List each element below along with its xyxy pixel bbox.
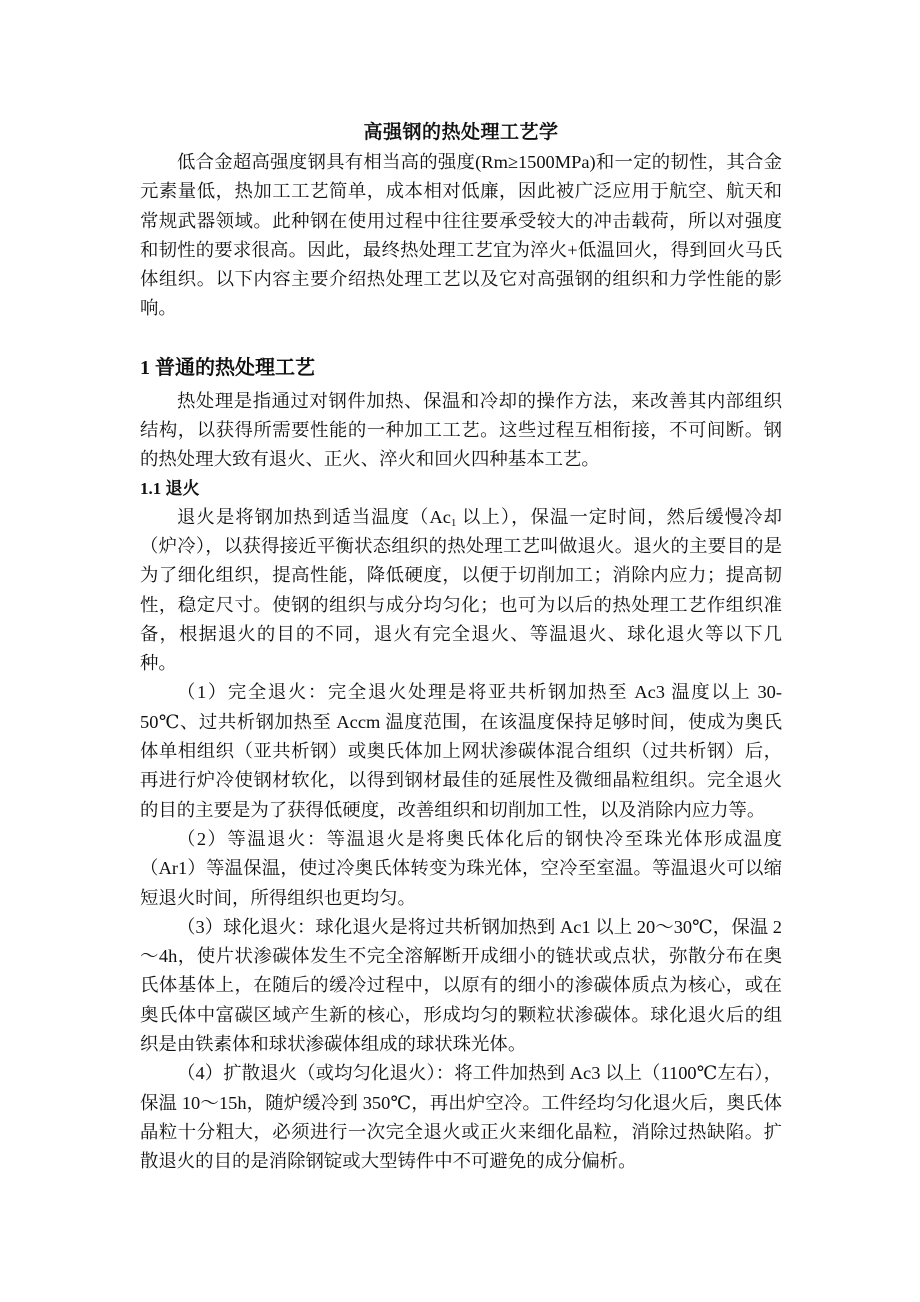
list-item-spheroidizing-annealing: （3）球化退火：球化退火是将过共析钢加热到 Ac1 以上 20～30℃，保温 2～4h，使片状渗碳体发生不完全溶解断开成细小的链状或点状，弥散分布在奥氏体基体上，在随后的缓冷过程中，以原有的细小的渗碳体质点为核心，或在奥氏体中富碳区域产生新的核心，形成均匀的颗粒状渗碳体。球化退火后的组织是由铁素体和球状渗碳体组成的球状珠光体。: [140, 916, 782, 1055]
subscript: 1: [450, 516, 457, 529]
subsection-heading-1-1: 1.1 退火: [140, 478, 200, 498]
section-1-paragraph: 热处理是指通过对钢件加热、保温和冷却的操作方法，来改善其内部组织结构，以获得所需要性能的一种加工工艺。这些过程互相衔接，不可间断。钢的热处理大致有退火、正火、淬火和回火四种基本工艺。: [140, 390, 782, 470]
section-heading-1: 1 普通的热处理工艺: [140, 356, 315, 379]
annealing-text-start: 退火是将钢加热到适当温度（Ac: [177, 506, 451, 527]
annealing-text-end: 以上），保温一定时间，然后缓慢冷却（炉冷），以获得接近平衡状态组织的热处理工艺叫做退火。退火的主要目的是为了细化组织，提高性能，降低硬度，以便于切削加工；消除内应力；提高韧性，稳定尺寸。使钢的组织与成分均匀化；也可为以后的热处理工艺作组织准备，根据退火的目的不同，退火有完全退火、等温退火、球化退火等以下几种。: [140, 506, 782, 674]
list-item-full-annealing: （1）完全退火：完全退火处理是将亚共析钢加热至 Ac3 温度以上 30-50℃、过共析钢加热至 Accm 温度范围，在该温度保持足够时间，使成为奥氏体单相组织（亚共析钢）或奥氏体加上网状渗碳体混合组织（过共析钢）后，再进行炉冷使钢材软化，以得到钢材最佳的延展性及微细晶粒组织。完全退火的目的主要是为了获得低硬度，改善组织和切削加工性，以及消除内应力等。: [140, 682, 782, 820]
intro-paragraph: 低合金超高强度钢具有相当高的强度(Rm≥1500MPa)和一定的韧性，其合金元素量低，热加工工艺简单，成本相对低廉，因此被广泛应用于航空、航天和常规武器领域。此种钢在使用过程中往往要承受较大的冲击载荷，所以对强度和韧性的要求很高。因此，最终热处理工艺宜为淬火+低温回火，得到回火马氏体组织。以下内容主要介绍热处理工艺以及它对高强钢的组织和力学性能的影响。: [140, 152, 782, 319]
list-item-diffusion-annealing: （4）扩散退火（或均匀化退火）：将工件加热到 Ac3 以上（1100℃左右），保温 10～15h，随炉缓冷到 350℃，再出炉空冷。工件经均匀化退火后，奥氏体晶粒十分粗大，必须进行一次完全退火或正火来细化晶粒，消除过热缺陷。扩散退火的目的是消除钢锭或大型铸件中不可避免的成分偏析。: [140, 1063, 782, 1172]
document-title: 高强钢的热处理工艺学: [363, 122, 559, 143]
list-item-isothermal-annealing: （2）等温退火：等温退火是将奥氏体化后的钢快冷至珠光体形成温度（Ar1）等温保温，使过冷奥氏体转变为珠光体，空冷至室温。等温退火可以缩短退火时间，所得组织也更均匀。: [140, 828, 782, 908]
annealing-paragraph: [140, 503, 782, 679]
document-page: [140, 118, 782, 1177]
